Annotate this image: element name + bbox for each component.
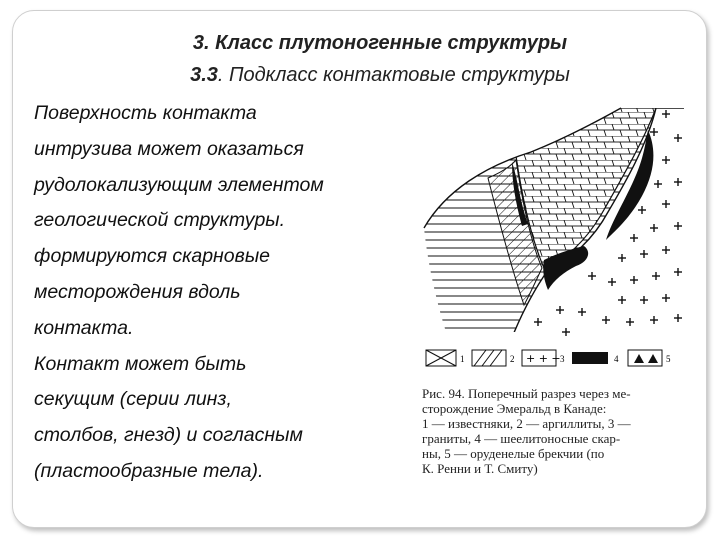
legend-swatch-argillite bbox=[472, 350, 506, 366]
legend-swatch-skarn bbox=[572, 352, 608, 364]
legend-number: 2 bbox=[510, 354, 515, 364]
legend-number: 1 bbox=[460, 354, 465, 364]
subtitle-text: . Подкласс контактовые структуры bbox=[217, 64, 570, 86]
caption-line: сторождение Эмеральд в Канаде: bbox=[422, 401, 607, 416]
paragraph-line: месторождения вдоль bbox=[34, 280, 241, 303]
legend-swatch-breccia bbox=[628, 350, 662, 366]
svg-text:+ + +: + + + bbox=[526, 352, 561, 365]
paragraph-line: рудолокализующим элементом bbox=[34, 173, 324, 196]
paragraph-line: контакта. bbox=[34, 316, 134, 339]
caption-line: К. Ренни и Т. Смиту) bbox=[422, 461, 538, 476]
paragraph-line: геологической структуры. bbox=[34, 209, 286, 232]
legend-swatch-granite bbox=[522, 350, 561, 366]
paragraph-line: Контакт может быть bbox=[34, 352, 247, 375]
paragraph-line: Поверхность контакта bbox=[34, 102, 257, 124]
subtitle-number: 3.3 bbox=[190, 64, 218, 86]
legend-number: 3 bbox=[560, 354, 565, 364]
caption-line: ны, 5 — оруденелые брекчии (по bbox=[422, 446, 605, 461]
paragraph-line: (пластообразные тела). bbox=[34, 459, 264, 482]
paragraph-line: формируются скарновые bbox=[34, 245, 271, 268]
legend-swatch-limestone bbox=[426, 350, 456, 366]
caption-line: 1 — известняки, 2 — аргиллиты, 3 — bbox=[422, 416, 631, 431]
geologic-cross-section bbox=[416, 100, 686, 340]
slide-subtitle bbox=[20, 64, 720, 87]
paragraph-line: столбов, гнезд) и согласным bbox=[34, 424, 303, 447]
legend-number: 5 bbox=[666, 354, 671, 364]
paragraph-line: интрузива может оказаться bbox=[34, 137, 304, 160]
figure-caption bbox=[422, 386, 694, 476]
legend-number: 4 bbox=[614, 354, 619, 364]
caption-line: граниты, 4 — шеелитоносные скар- bbox=[422, 431, 621, 446]
paragraph-line: секущим (серии линз, bbox=[34, 388, 232, 411]
caption-line: Рис. 94. Поперечный разрез через ме- bbox=[422, 386, 631, 401]
figure-legend bbox=[424, 347, 694, 371]
slide-title: 3. Класс плутоногенные структуры bbox=[192, 32, 568, 54]
body-paragraph bbox=[34, 96, 414, 490]
